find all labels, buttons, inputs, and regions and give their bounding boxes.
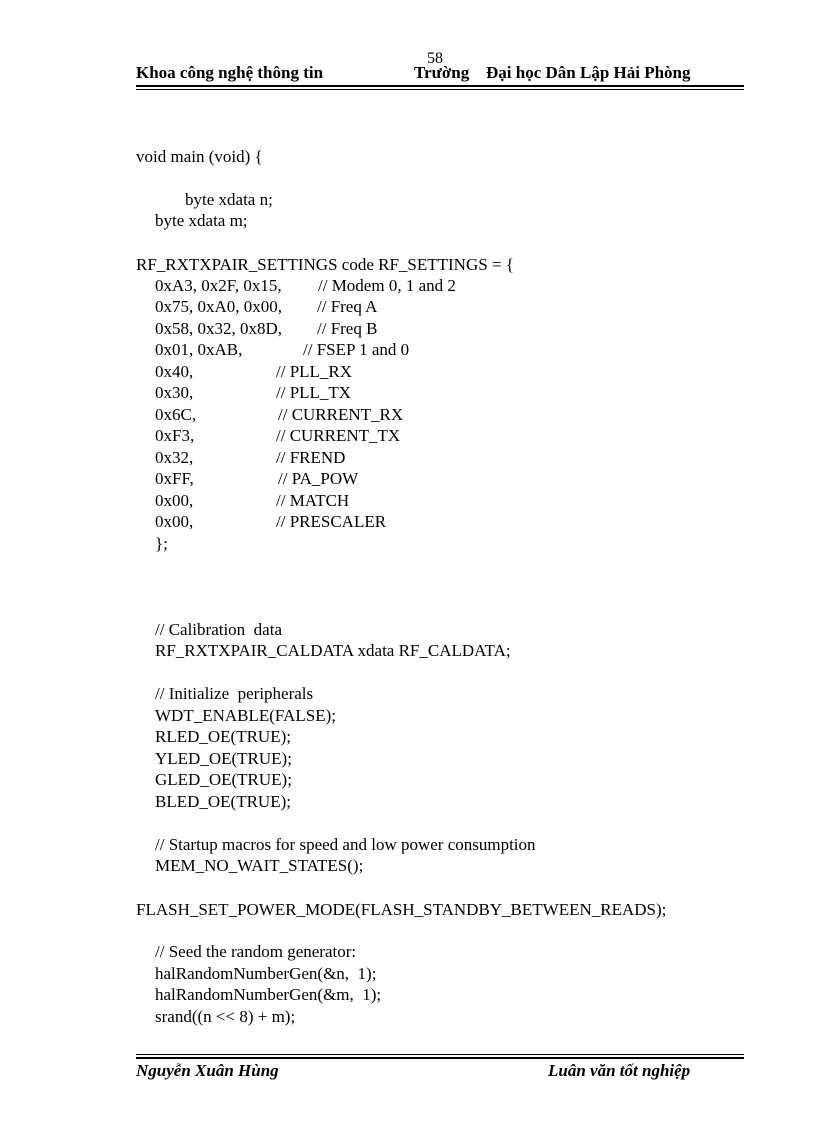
code-comment: // CURRENT_TX — [276, 426, 401, 445]
page-number: 58 — [427, 50, 443, 67]
code-line: 0x40, — [155, 362, 194, 381]
header-faculty: Khoa công nghệ thông tin — [136, 63, 324, 82]
code-line: 0xF3, — [155, 426, 195, 445]
code-line: halRandomNumberGen(&n, 1); — [155, 964, 377, 983]
footer-thesis-label: Luân văn tốt nghiệp — [548, 1061, 691, 1080]
header-school-prefix: Trường — [414, 63, 470, 82]
code-line: GLED_OE(TRUE); — [155, 770, 292, 789]
code-comment: // Initialize peripherals — [155, 684, 314, 703]
code-comment: // FSEP 1 and 0 — [303, 340, 410, 359]
code-line: RLED_OE(TRUE); — [155, 727, 291, 746]
code-line: 0x00, — [155, 491, 194, 510]
footer-author: Nguyễn Xuân Hùng — [136, 1061, 279, 1080]
code-comment: // Startup macros for speed and low power consumption — [155, 835, 536, 854]
code-comment: // Modem 0, 1 and 2 — [318, 276, 456, 295]
code-line: void main (void) { — [136, 147, 263, 166]
code-comment: // PLL_RX — [276, 362, 353, 381]
code-line: 0xFF, — [155, 469, 194, 488]
code-line: srand((n << 8) + m); — [155, 1007, 296, 1026]
code-line: 0x75, 0xA0, 0x00, — [155, 297, 283, 316]
code-line: WDT_ENABLE(FALSE); — [155, 706, 336, 725]
code-comment: // Freq B — [317, 319, 378, 338]
code-line: BLED_OE(TRUE); — [155, 792, 291, 811]
code-line: 0x58, 0x32, 0x8D, — [155, 319, 283, 338]
code-line: 0x00, — [155, 512, 194, 531]
code-comment: // Freq A — [317, 297, 378, 316]
code-line: YLED_OE(TRUE); — [155, 749, 292, 768]
header-university: Đại học Dân Lập Hải Phòng — [486, 63, 691, 82]
code-line: byte xdata m; — [155, 211, 248, 230]
code-line: byte xdata n; — [185, 190, 273, 209]
code-line: RF_RXTXPAIR_SETTINGS code RF_SETTINGS = { — [136, 255, 514, 274]
header-rule-top — [136, 85, 744, 87]
code-line: 0x30, — [155, 383, 194, 402]
header-rule-bottom — [136, 89, 744, 90]
code-line: 0x6C, — [155, 405, 197, 424]
code-line: 0x32, — [155, 448, 194, 467]
code-line: MEM_NO_WAIT_STATES(); — [155, 856, 364, 875]
code-line: }; — [155, 534, 168, 553]
code-comment: // Calibration data — [155, 620, 282, 639]
code-line: RF_RXTXPAIR_CALDATA xdata RF_CALDATA; — [155, 641, 511, 660]
code-comment: // FREND — [276, 448, 346, 467]
code-comment: // PRESCALER — [276, 512, 387, 531]
code-comment: // PLL_TX — [276, 383, 352, 402]
code-line: halRandomNumberGen(&m, 1); — [155, 985, 382, 1004]
code-line: 0x01, 0xAB, — [155, 340, 243, 359]
footer-rule-top — [136, 1054, 744, 1055]
code-comment: // PA_POW — [278, 469, 359, 488]
code-line: 0xA3, 0x2F, 0x15, — [155, 276, 282, 295]
code-line: FLASH_SET_POWER_MODE(FLASH_STANDBY_BETWEEN_READS); — [136, 900, 667, 919]
code-comment: // Seed the random generator: — [155, 942, 357, 961]
code-comment: // MATCH — [276, 491, 350, 510]
code-comment: // CURRENT_RX — [278, 405, 404, 424]
footer-rule-bottom — [136, 1057, 744, 1059]
